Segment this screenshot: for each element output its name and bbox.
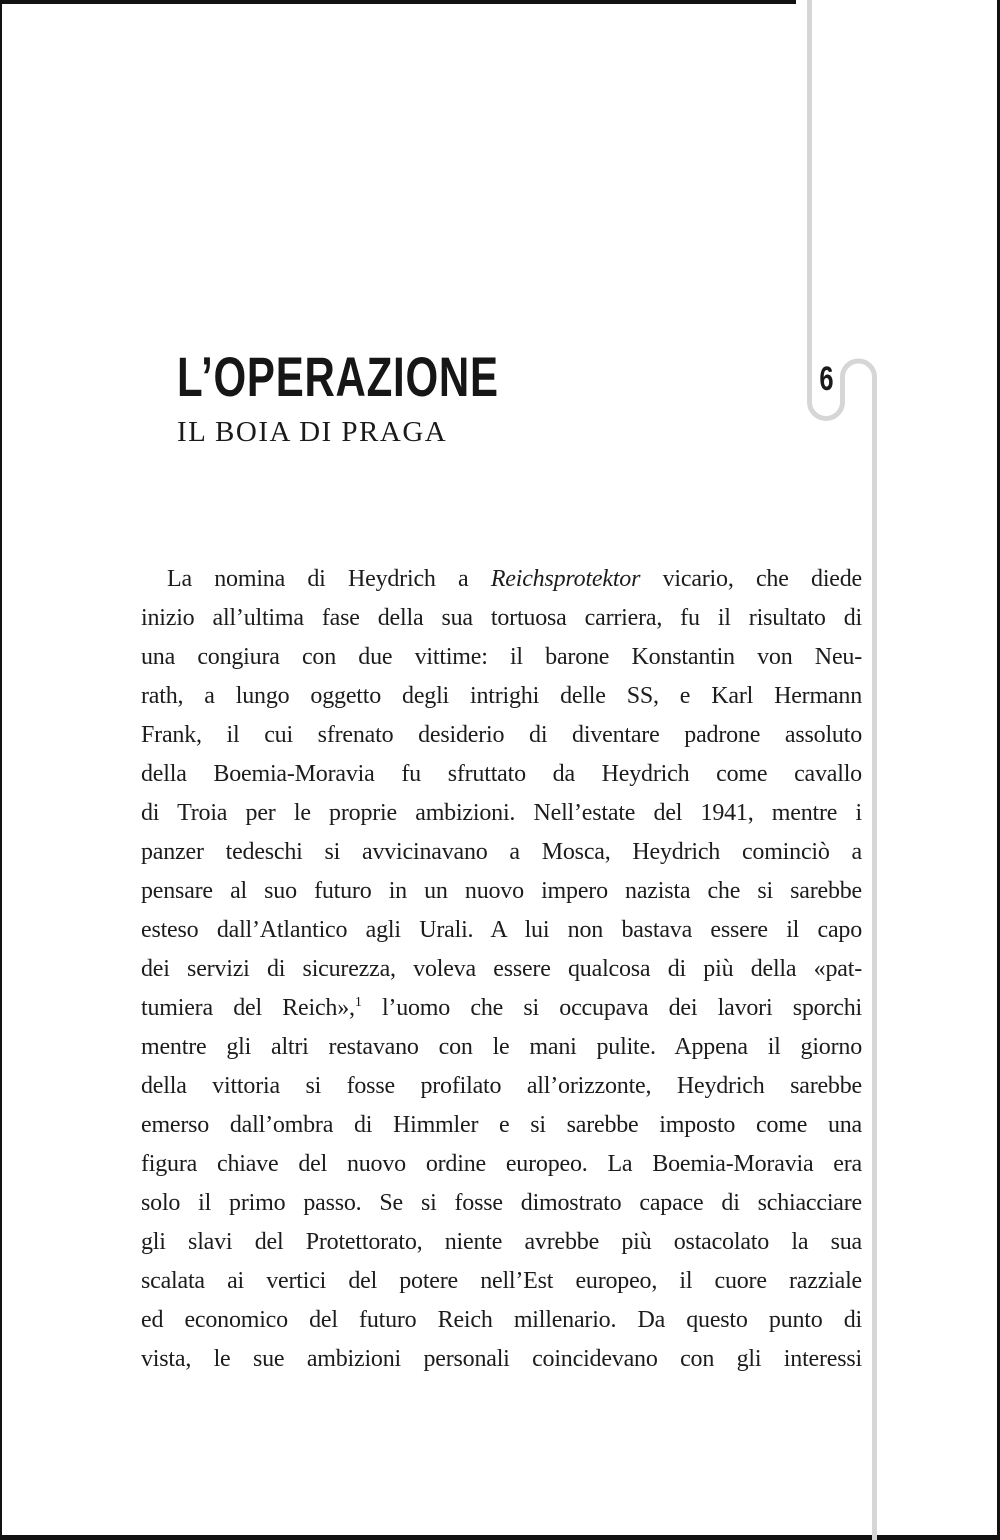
chapter-number: 6: [819, 360, 834, 398]
text-line: [141, 638, 862, 677]
text-segment: vista, le sue ambizioni personali coincidevano con gli interessi: [141, 1346, 862, 1372]
text-segment: dei servizi di sicurezza, voleva essere qualcosa di più della «pat-: [141, 956, 862, 982]
text-line: [141, 1301, 862, 1340]
text-line: [141, 1223, 862, 1262]
text-line: [141, 755, 862, 794]
text-segment: emerso dall’ombra di Himmler e si sarebbe imposto come una: [141, 1112, 862, 1138]
text-line: [141, 989, 862, 1028]
text-segment: solo il primo passo. Se si fosse dimostrato capace di schiacciare: [141, 1190, 862, 1216]
text-line: [141, 1067, 862, 1106]
chapter-title: L’OPERAZIONE: [177, 345, 499, 408]
text-segment: della vittoria si fosse profilato all’orizzonte, Heydrich sarebbe: [141, 1073, 862, 1099]
text-line: [141, 1184, 862, 1223]
text-line: [141, 1106, 862, 1145]
text-line: [141, 716, 862, 755]
text-segment: Frank, il cui sfrenato desiderio di diventare padrone assoluto: [141, 722, 862, 748]
text-line: [141, 1028, 862, 1067]
text-segment: rath, a lungo oggetto degli intrighi delle SS, e Karl Hermann: [141, 683, 862, 709]
text-segment: l’uomo che si occupava dei lavori sporchi: [361, 995, 862, 1021]
body-paragraph: [141, 560, 862, 1379]
text-segment: pensare al suo futuro in un nuovo impero nazista che si sarebbe: [141, 878, 862, 904]
text-segment: vicario, che diede: [640, 566, 862, 592]
text-segment: inizio all’ultima fase della sua tortuosa carriera, fu il risultato di: [141, 605, 862, 631]
text-line: [141, 560, 862, 599]
text-segment: gli slavi del Protettorato, niente avrebbe più ostacolato la sua: [141, 1229, 862, 1255]
text-line: [141, 1340, 862, 1379]
text-line: [141, 794, 862, 833]
text-segment: scalata ai vertici del potere nell’Est europeo, il cuore razziale: [141, 1268, 862, 1294]
text-segment: mentre gli altri restavano con le mani pulite. Appena il giorno: [141, 1034, 862, 1060]
text-line: [141, 911, 862, 950]
chapter-heading: [177, 345, 606, 448]
text-segment: figura chiave del nuovo ordine europeo. La Boemia-Moravia era: [141, 1151, 862, 1177]
text-line: [141, 872, 862, 911]
text-segment: una congiura con due vittime: il barone Konstantin von Neu-: [141, 644, 862, 670]
chapter-subtitle: IL BOIA DI PRAGA: [177, 416, 448, 448]
text-segment: tumiera del Reich»,: [141, 995, 355, 1021]
text-segment: La nomina di Heydrich a: [167, 566, 491, 592]
text-line: [141, 833, 862, 872]
text-line: [141, 1145, 862, 1184]
text-line: [141, 1262, 862, 1301]
text-segment: esteso dall’Atlantico agli Urali. A lui non bastava essere il capo: [141, 917, 862, 943]
text-line: [141, 599, 862, 638]
text-line: [141, 950, 862, 989]
text-line: [141, 677, 862, 716]
footnote-reference: 1: [354, 995, 362, 1010]
text-segment: della Boemia-Moravia fu sfruttato da Heydrich come cavallo: [141, 761, 862, 787]
italic-text: Reichsprotektor: [490, 566, 641, 592]
text-segment: panzer tedeschi si avvicinavano a Mosca, Heydrich cominciò a: [141, 839, 862, 865]
text-segment: di Troia per le proprie ambizioni. Nell’estate del 1941, mentre i: [141, 800, 862, 826]
text-segment: ed economico del futuro Reich millenario. Da questo punto di: [141, 1307, 862, 1333]
